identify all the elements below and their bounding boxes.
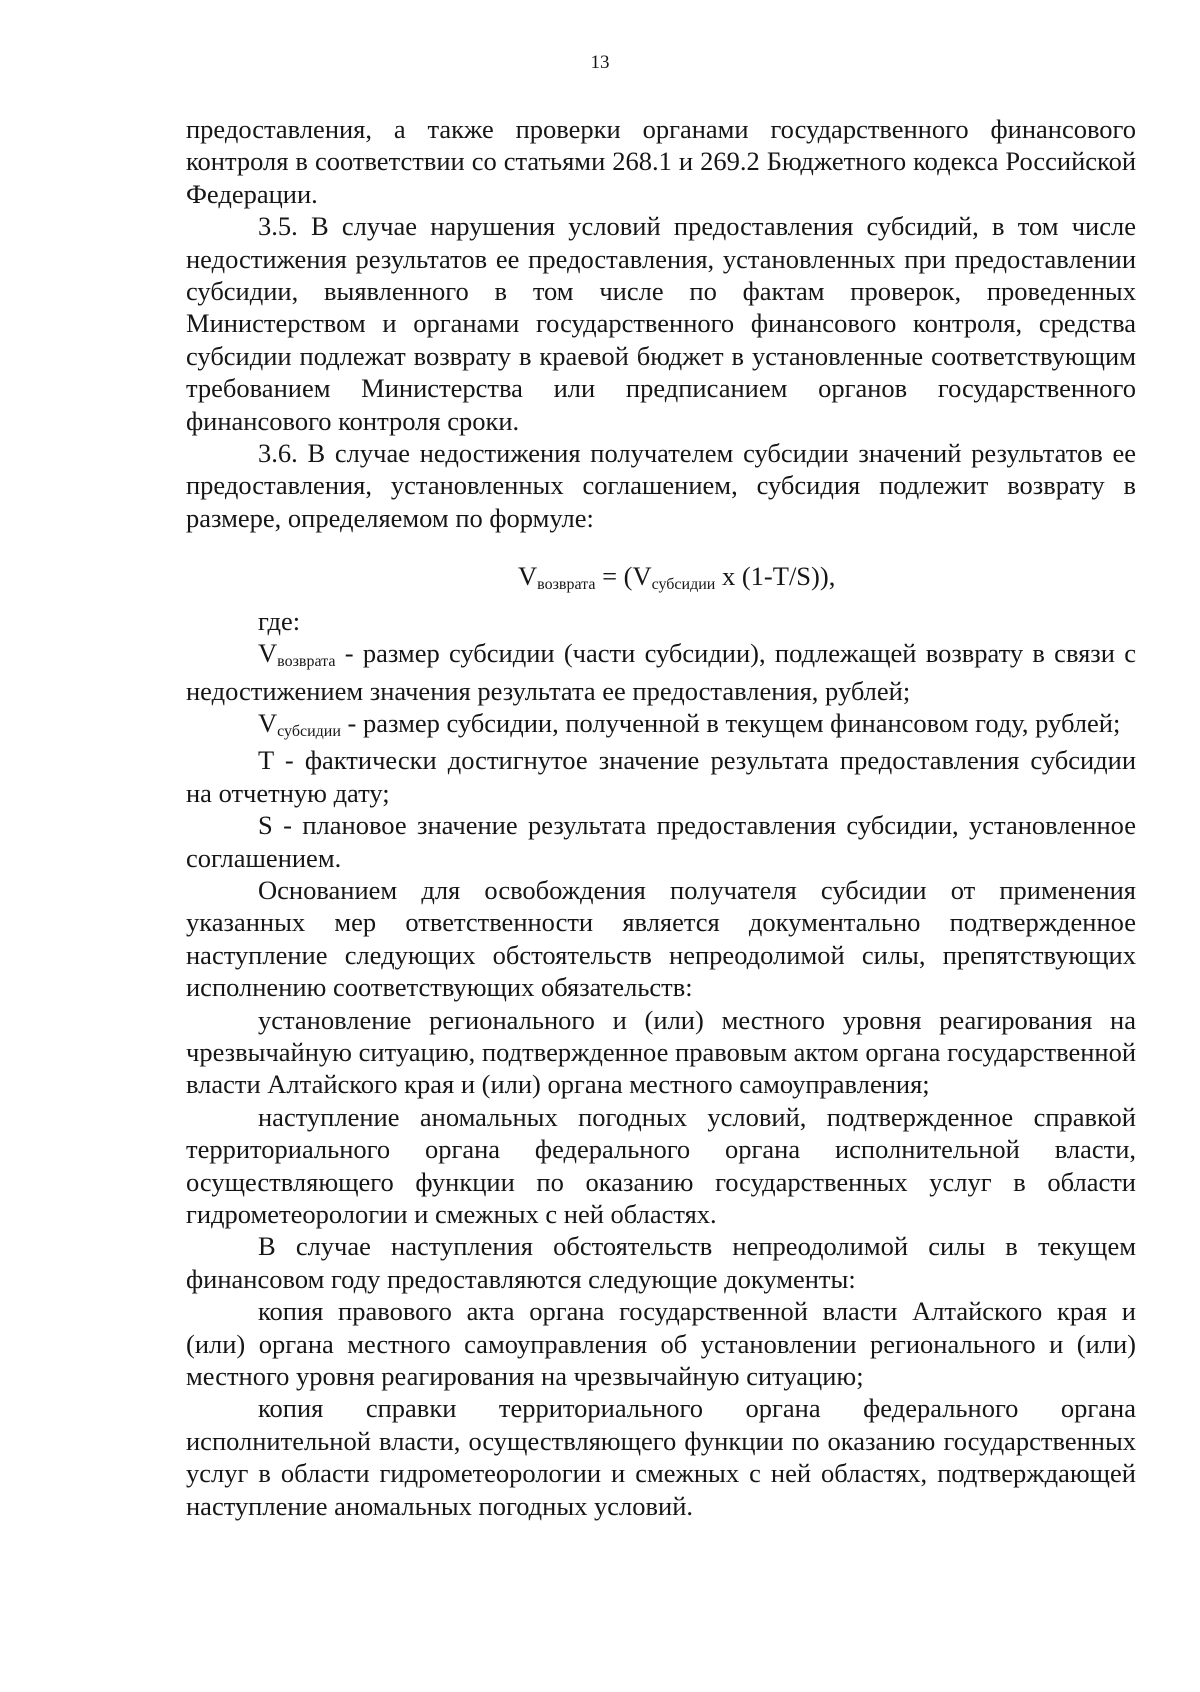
where-label: где: [258, 605, 301, 636]
definition-sub: субсидии [277, 722, 341, 740]
formula-tail: x (1-T/S)), [715, 561, 836, 592]
definition-var: V [258, 638, 278, 669]
definition-t: T - фактически достигнутое значение результата предоставления субсидии на отчетную дату; [186, 745, 1136, 808]
paragraph-3-6: 3.6. В случае недостижения получателем субсидии значений результатов ее предоставления, установленных соглашением, субсидия подлежит возврату в размере, определяемом по формуле: [186, 438, 1136, 533]
definition-var: V [258, 707, 278, 738]
formula-v-return: V [518, 561, 538, 592]
paragraph-legal-act-copy: копия правового акта органа государственной власти Алтайского края и (или) органа местного самоуправления об установлении регионального и (или) местного уровня реагирования на чрезвычайную ситуацию; [186, 1296, 1136, 1392]
formula-sub-return: возврата [537, 576, 596, 594]
definition-text: - размер субсидии (части субсидии), подлежащей возврату в связи с недостижением значения результата ее предоставления, рублей; [186, 638, 1136, 706]
paragraph-documents-intro: В случае наступления обстоятельств непреодолимой силы в текущем финансовом году предоставляются следующие документы: [186, 1231, 1136, 1294]
paragraph-weather-conditions: наступление аномальных погодных условий, подтвержденное справкой территориального органа федерального органа исполнительной власти, осуществляющего функции по оказанию государственных услуг в области гидрометеорологии и смежных с ней областях. [186, 1101, 1136, 1229]
return-formula [186, 534, 1136, 604]
paragraph-3-5: 3.5. В случае нарушения условий предоставления субсидий, в том числе недостижения результатов ее предоставления, установленных при предоставлении субсидии, выявленного в том числе по фактам проверок, проведенных Министерством и органами государственного финансового контроля, средства субсидии подлежат возврату в краевой бюджет в установленные соответствующим требованием Министерства или предписанием органов государственного финансового контроля сроки. [186, 211, 1136, 436]
page-number: 13 [590, 52, 610, 73]
formula-equals: = (V [595, 561, 652, 592]
paragraph-emergency-level: установление регионального и (или) местного уровня реагирования на чрезвычайную ситуацию, подтвержденное правовым актом органа государственной власти Алтайского края и (или) органа местного самоуправления; [186, 1004, 1136, 1100]
formula-sub-subsidy: субсидии [651, 576, 716, 594]
document-body [186, 113, 1136, 1522]
paragraph-force-majeure-basis: Основанием для освобождения получателя субсидии от применения указанных мер ответственности является документально подтвержденное наступление следующих обстоятельств непреодолимой силы, препятствующих исполнению соответствующих обязательств: [186, 874, 1136, 1003]
definition-v-subsidy [186, 707, 1136, 744]
definition-text: - размер субсидии, полученной в текущем финансовом году, рублей; [340, 707, 1121, 738]
paragraph-continuation: предоставления, а также проверки органами государственного финансового контроля в соответствии со статьями 268.1 и 269.2 Бюджетного кодекса Российской Федерации. [186, 114, 1136, 209]
definition-v-return [186, 637, 1136, 707]
definition-s: S - плановое значение результата предоставления субсидии, установленное соглашением. [186, 810, 1136, 873]
paragraph-certificate-copy: копия справки территориального органа федерального органа исполнительной власти, осуществляющего функции по оказанию государственных услуг в области гидрометеорологии и смежных с ней областях, подтверждающей наступление аномальных погодных условий. [186, 1393, 1136, 1521]
definition-sub: возврата [277, 653, 336, 671]
